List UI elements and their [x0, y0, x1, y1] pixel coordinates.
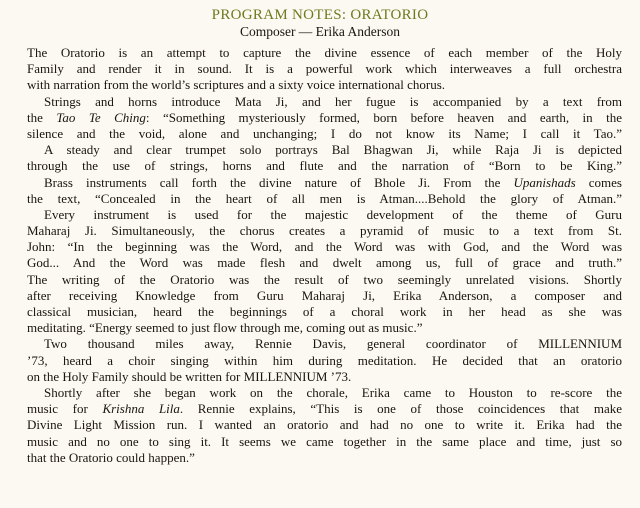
text-line: that the Oratorio could happen.” [27, 449, 195, 465]
text-line: the text, “Concealed in the heart of all men is Atman....Behold the glory of Atman.” [27, 190, 622, 206]
text-line: on the Holy Family should be written for MILLENNIUM ’73. [27, 368, 352, 384]
text-line: A steady and clear trumpet solo portrays Bal Bhagwan Ji, while Raja Ji is depicted [44, 142, 622, 158]
text-line [27, 401, 622, 417]
page-title: PROGRAM NOTES: ORATORIO [211, 7, 429, 23]
text-line: silence and the void, alone and unchanging; I do not know its Name; I call it Tao.” [27, 125, 622, 141]
text-line: Every instrument is used for the majestic development of the theme of Guru [44, 206, 622, 222]
text-fragment: comes [575, 174, 622, 190]
text-line: The writing of the Oratorio was the result of two seemingly unrelated visions. Shortly [27, 271, 622, 287]
text-line: John: “In the beginning was the Word, and the Word was with God, and the Word was [27, 239, 622, 255]
notes-body [27, 45, 627, 466]
text-fragment: : “Something mysteriously formed, born before heaven and earth, in the [145, 109, 622, 125]
book-title-upanishads: Upanishads [513, 174, 576, 190]
composer-credit: Composer — Erika Anderson [239, 24, 401, 39]
text-line: Divine Light Mission run. I wanted an oratorio and had no one to write it. Erika had the [27, 417, 622, 433]
text-line: God... And the Word was made flesh and dwelt among us, full of grace and truth.” [27, 255, 622, 271]
text-line: classical musician, heard the beginnings of a choral work in her head as she was [27, 304, 622, 319]
text-line: Family and render it in sound. It is a powerful work which interweaves a full orchestra [27, 61, 622, 77]
text-line [27, 175, 622, 191]
text-line: Shortly after she began work on the chorale, Erika came to Houston to re-score the [44, 384, 622, 400]
text-line: through the use of strings, horns and flute and the narration of “Born to be King.” [27, 158, 622, 174]
text-line: after receiving Knowledge from Guru Maharaj Ji, Erika Anderson, a composer and [27, 287, 622, 303]
book-title-tao-te-ching: Tao Te Ching [56, 109, 146, 125]
text-fragment: Brass instruments call forth the divine nature of Bhole Ji. From the [44, 174, 514, 190]
text-fragment: music for [27, 401, 103, 417]
text-line: meditating. “Energy seemed to just flow through me, coming out as music.” [27, 320, 423, 336]
text-fragment: the [27, 109, 57, 125]
text-line: Two thousand miles away, Rennie Davis, general coordinator of MILLENNIUM [44, 336, 622, 352]
book-title-krishna-lila: Krishna Lila [102, 401, 180, 417]
text-line: Maharaj Ji. Simultaneously, the chorus creates a pyramid of music to a text from St. [27, 223, 622, 239]
text-line: Strings and horns introduce Mata Ji, and her fugue is accompanied by a text from [44, 93, 622, 109]
text-line [27, 110, 622, 126]
text-line: with narration from the world’s scriptures and a sixty voice international chorus. [27, 77, 446, 93]
text-fragment: . Rennie explains, “This is one of those coincidences that make [179, 401, 622, 417]
text-line: music and no one to sing it. It seems we came together in the same place and time, just so [27, 433, 622, 449]
text-line: ’73, heard a choir singing within him during meditation. He decided that an oratorio [27, 352, 622, 368]
text-line: The Oratorio is an attempt to capture the divine essence of each member of the Holy [27, 45, 622, 60]
